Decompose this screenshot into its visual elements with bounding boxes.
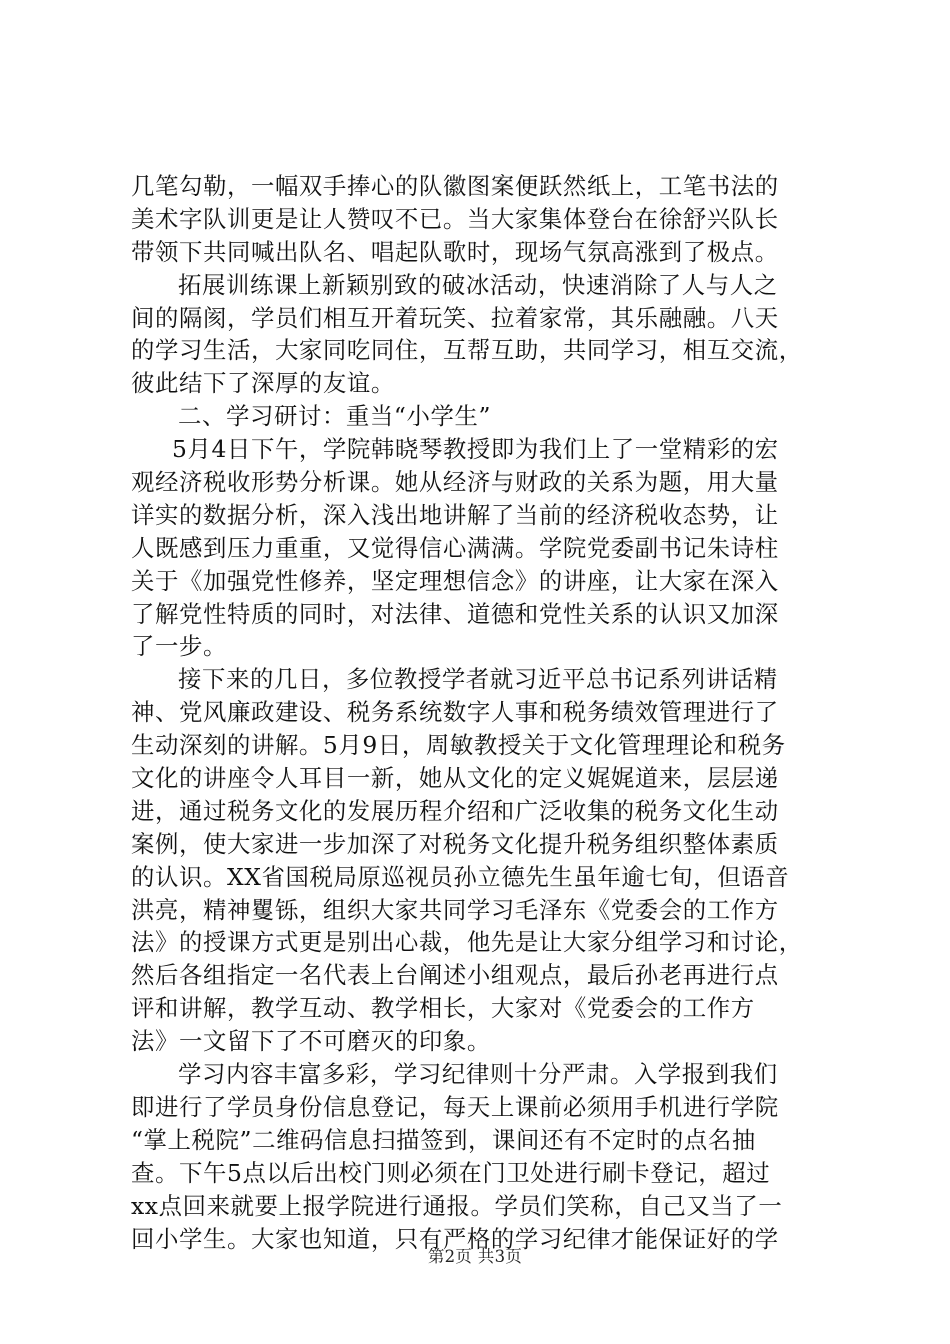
text-line: 了解党性特质的同时，对法律、道德和党性关系的认识又加深 bbox=[131, 599, 779, 628]
text-line: “掌上税院”二维码信息扫描签到，课间还有不定时的点名抽 bbox=[131, 1125, 756, 1154]
text-line: 回小学生。大家也知道，只有严格的学习纪律才能保证好的学 bbox=[131, 1224, 779, 1253]
text-line: 进，通过税务文化的发展历程介绍和广泛收集的税务文化生动 bbox=[131, 796, 779, 825]
text-line: 案例，使大家进一步加深了对税务文化提升税务组织整体素质 bbox=[131, 829, 779, 858]
text-line: 神、党风廉政建设、税务系统数字人事和税务绩效管理进行了 bbox=[131, 698, 779, 727]
paragraph-start-line: 接下来的几日，多位教授学者就习近平总书记系列讲话精 bbox=[178, 665, 778, 694]
page-number-footer: 第2页 共3页 bbox=[427, 1247, 523, 1266]
text-line: 了一步。 bbox=[131, 632, 227, 661]
text-line: 文化的讲座令人耳目一新，她从文化的定义娓娓道来，层层递 bbox=[131, 764, 779, 793]
text-line: 关于《加强党性修养，坚定理想信念》的讲座，让大家在深入 bbox=[131, 566, 779, 595]
text-line: 法》的授课方式更是别出心裁，他先是让大家分组学习和讨论， bbox=[131, 928, 803, 957]
document-body bbox=[131, 170, 831, 1255]
text-line: 详实的数据分析，深入浅出地讲解了当前的经济税收态势，让 bbox=[131, 500, 779, 529]
text-line: 几笔勾勒，一幅双手捧心的队徽图案便跃然纸上，工笔书法的 bbox=[131, 172, 779, 200]
text-line: 美术字队训更是让人赞叹不已。当大家集体登台在徐舒兴队长 bbox=[131, 204, 779, 233]
paragraph-start-line: 学习内容丰富多彩，学习纪律则十分严肃。入学报到我们 bbox=[178, 1060, 778, 1089]
paragraph-start-line: 拓展训练课上新颖别致的破冰活动，快速消除了人与人之 bbox=[178, 270, 778, 299]
text-line: 带领下共同喊出队名、唱起队歌时，现场气氛高涨到了极点。 bbox=[131, 237, 779, 266]
paragraph-start-line: 5月4日下午，学院韩晓琴教授即为我们上了一堂精彩的宏 bbox=[172, 435, 779, 464]
text-line: 然后各组指定一名代表上台阐述小组观点，最后孙老再进行点 bbox=[131, 961, 779, 990]
text-line: 人既感到压力重重，又觉得信心满满。学院党委副书记朱诗柱 bbox=[131, 533, 779, 562]
section-heading: 二、学习研讨：重当“小学生” bbox=[178, 402, 492, 431]
text-line: 查。下午5点以后出校门则必须在门卫处进行刷卡登记，超过 bbox=[131, 1158, 771, 1187]
text-line: xx点回来就要上报学院进行通报。学员们笑称，自己又当了一 bbox=[131, 1191, 783, 1220]
text-line: 观经济税收形势分析课。她从经济与财政的关系为题，用大量 bbox=[131, 468, 779, 497]
text-line: 法》一文留下了不可磨灭的印象。 bbox=[131, 1027, 491, 1056]
text-line: 评和讲解，教学互动、教学相长，大家对《党委会的工作方 bbox=[131, 994, 755, 1023]
text-line: 的认识。XX省国税局原巡视员孙立德先生虽年逾七旬，但语音 bbox=[131, 862, 790, 891]
text-line: 的学习生活，大家同吃同住，互帮互助，共同学习，相互交流， bbox=[131, 336, 803, 365]
text-line: 即进行了学员身份信息登记，每天上课前必须用手机进行学院 bbox=[131, 1092, 779, 1121]
text-line: 彼此结下了深厚的友谊。 bbox=[131, 369, 395, 398]
text-line: 洪亮，精神矍铄，组织大家共同学习毛泽东《党委会的工作方 bbox=[131, 895, 779, 924]
text-line: 间的隔阂，学员们相互开着玩笑、拉着家常，其乐融融。八天 bbox=[131, 303, 779, 332]
text-line: 生动深刻的讲解。5月9日，周敏教授关于文化管理理论和税务 bbox=[131, 731, 786, 760]
